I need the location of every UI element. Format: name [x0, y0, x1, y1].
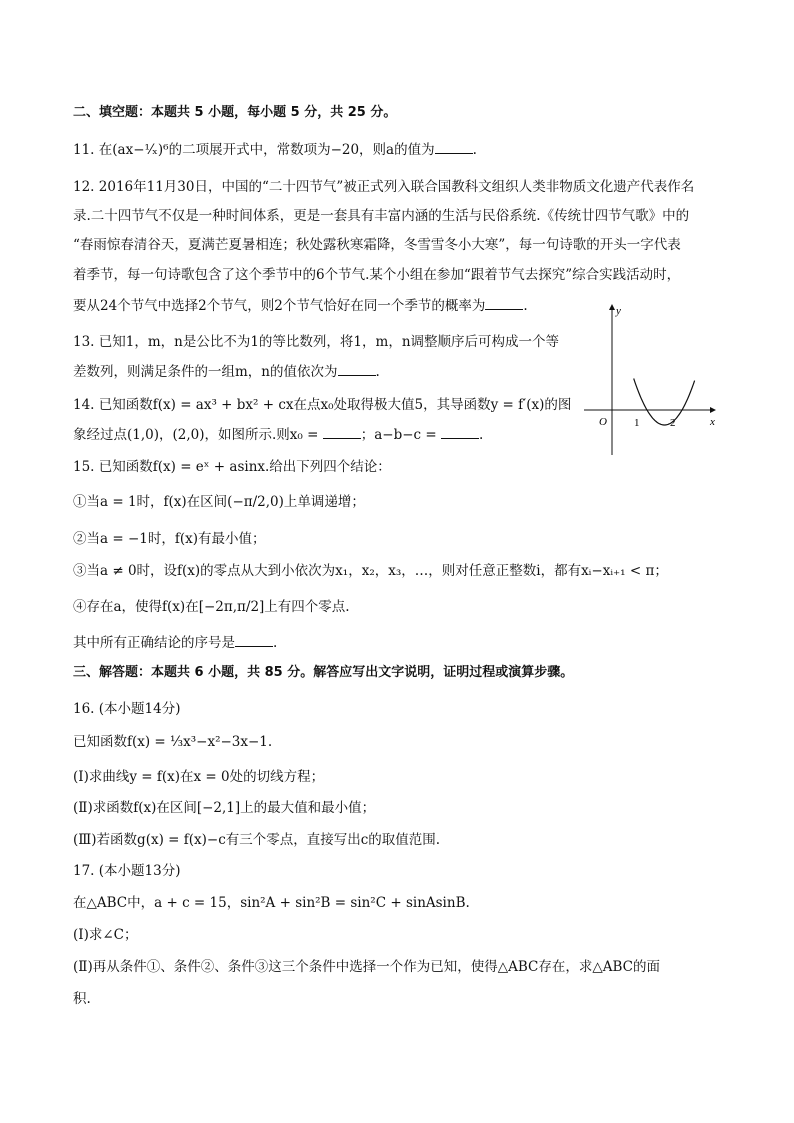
question-15-line-1: 15. 已知函数f(x) = eˣ + asinx.给出下列四个结论：	[73, 459, 391, 475]
question-15-option-3: ③当a ≠ 0时，设f(x)的零点从大到小依次为x₁，x₂，x₃，…，则对任意正整数i，都有xᵢ−xᵢ₊₁ < π；	[73, 563, 668, 579]
question-17-part-2-cont: 积.	[73, 991, 91, 1007]
question-12-line-3: “春雨惊春清谷天，夏满芒夏暑相连；秋处露秋寒霜降，冬雪雪冬小大寒”，每一句诗歌的开头一字代表	[73, 237, 681, 253]
tick-label-1: 1	[634, 417, 640, 429]
question-13-line-2: 差数列，则满足条件的一组m，n的值依次为 .	[73, 364, 380, 380]
question-13-line-1: 13. 已知1，m，n是公比不为1的等比数列，将1，m，n调整顺序后可构成一个等	[73, 334, 560, 350]
answer-blank-abc[interactable]	[441, 426, 479, 439]
section-fill-title: 二、填空题：本题共 5 小题，每小题 5 分，共 25 分。	[73, 105, 397, 120]
question-16-stem: 已知函数f(x) = ⅓x³−x²−3x−1.	[73, 734, 273, 750]
question-12-line-2: 录.二十四节气不仅是一种时间体系，更是一套具有丰富内涵的生活与民俗系统.《传统廿四节气歌》中的	[73, 208, 690, 224]
tick-label-2: 2	[670, 417, 676, 429]
derivative-curve	[634, 379, 695, 426]
question-14-line-1: 14. 已知函数f(x) = ax³ + bx² + cx在点x₀处取得极大值5，其导函数y = f′(x)的图	[73, 397, 572, 413]
question-11: 11. 在(ax−¹⁄ₓ)⁶的二项展开式中，常数项为−20，则a的值为 .	[73, 142, 477, 158]
question-16-header: 16. (本小题14分)	[73, 701, 181, 717]
question-15-prompt: 其中所有正确结论的序号是 .	[73, 635, 278, 651]
derivative-graph	[582, 300, 722, 460]
question-16-part-3: (Ⅲ)若函数g(x) = f(x)−c有三个零点，直接写出c的取值范围.	[73, 832, 441, 848]
section-solve-title: 三、解答题：本题共 6 小题，共 85 分。解答应写出文字说明，证明过程或演算步骤。	[73, 665, 574, 680]
question-17-part-1: (Ⅰ)求∠C；	[73, 927, 138, 943]
question-15-option-2: ②当a = −1时，f(x)有最小值；	[73, 531, 266, 547]
answer-blank[interactable]	[485, 297, 523, 310]
answer-blank[interactable]	[235, 634, 273, 647]
question-12-line-1: 12. 2016年11月30日，中国的“二十四节气”被正式列入联合国教科文组织人类非物质文化遗产代表作名	[73, 179, 695, 195]
question-16-part-2: (Ⅱ)求函数f(x)在区间[−2,1]上的最大值和最小值；	[73, 800, 376, 816]
answer-blank-x0[interactable]	[323, 426, 361, 439]
answer-blank[interactable]	[435, 141, 473, 154]
question-17-stem: 在△ABC中，a + c = 15，sin²A + sin²B = sin²C + sinAsinB.	[73, 895, 470, 911]
question-17-header: 17. (本小题13分)	[73, 863, 181, 879]
question-16-part-1: (Ⅰ)求曲线y = f(x)在x = 0处的切线方程；	[73, 769, 325, 785]
question-12-line-5: 要从24个节气中选择2个节气，则2个节气恰好在同一个季节的概率为 .	[73, 298, 528, 314]
question-12-line-4: 着季节，每一句诗歌包含了这个季节中的6个节气.某个小组在参加“跟着节气去探究”综合实践活动时，	[73, 267, 681, 283]
y-axis-label: y	[616, 305, 621, 317]
question-15-option-4: ④存在a，使得f(x)在[−2π,π/2]上有四个零点.	[73, 599, 350, 615]
answer-blank[interactable]	[338, 363, 376, 376]
question-14-line-2: 象经过点(1,0)，(2,0)，如图所示.则x₀ = ；a−b−c = .	[73, 427, 484, 443]
question-17-part-2: (Ⅱ)再从条件①、条件②、条件③这三个条件中选择一个作为已知，使得△ABC存在，求△ABC的面	[73, 959, 660, 975]
question-15-option-1: ①当a = 1时，f(x)在区间(−π/2,0)上单调递增；	[73, 494, 365, 510]
x-axis-label: x	[710, 416, 715, 428]
origin-label: O	[599, 416, 607, 428]
